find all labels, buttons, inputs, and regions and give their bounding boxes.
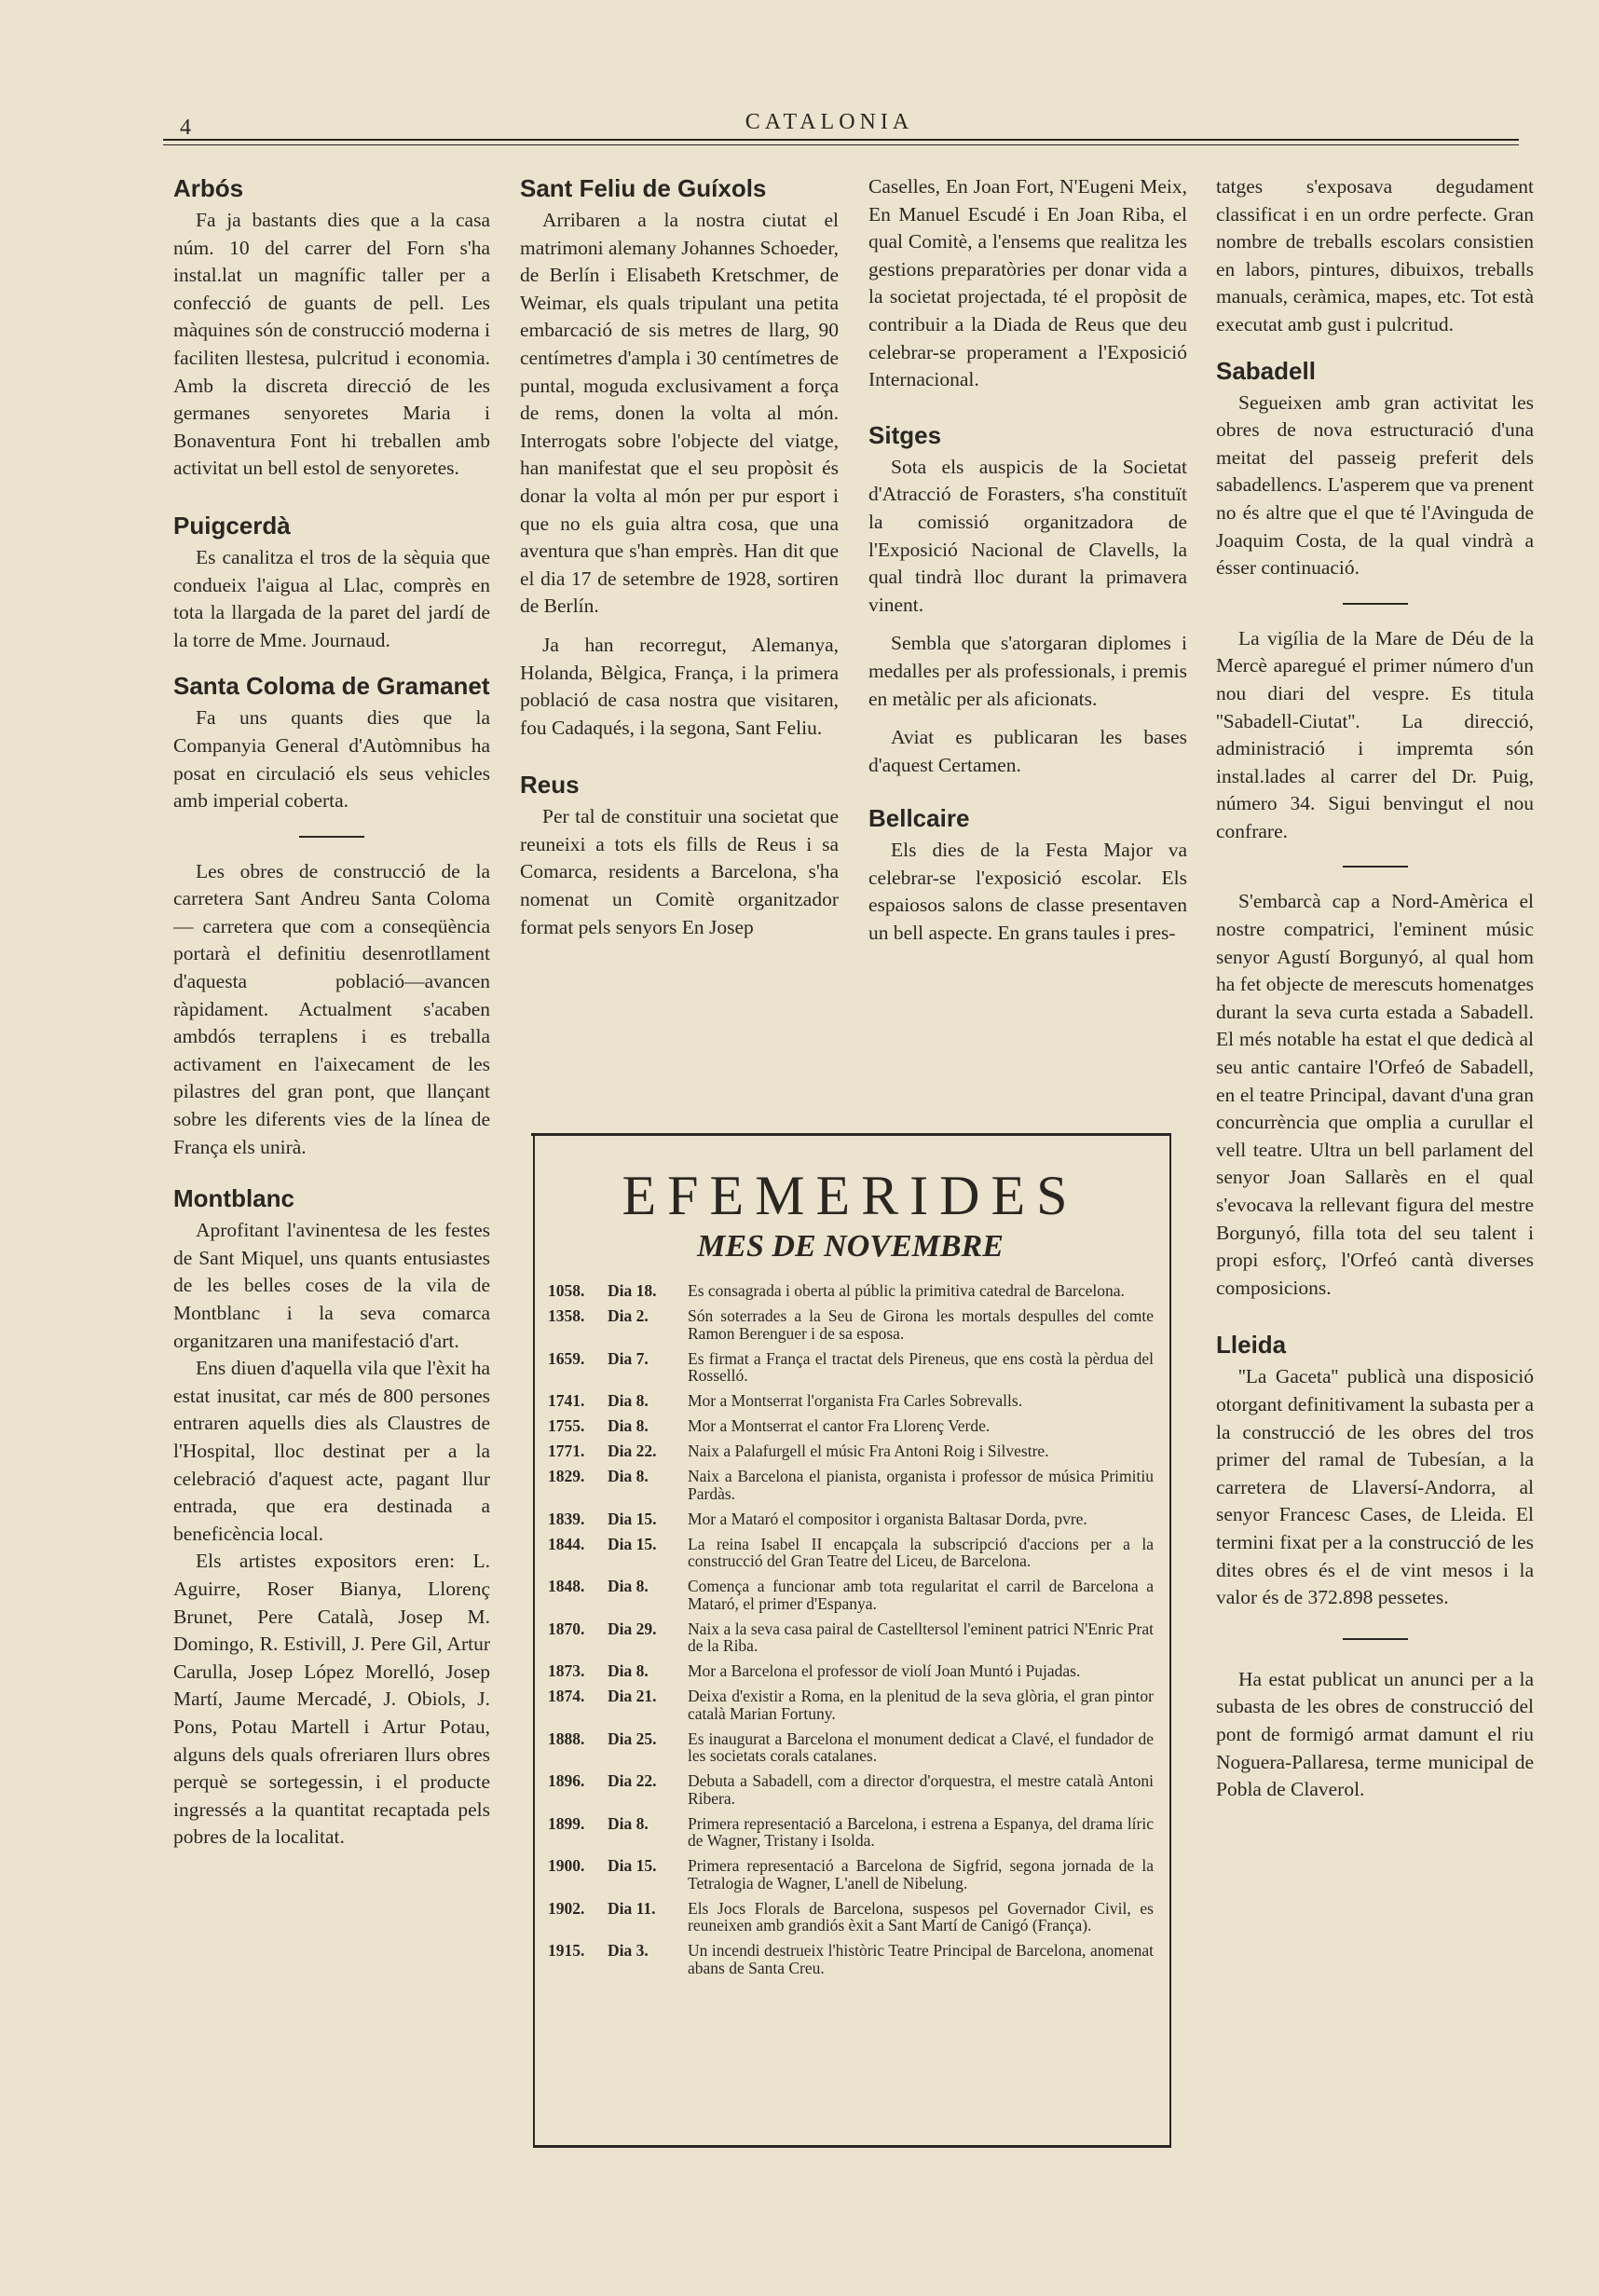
entry-day: Dia 22.: [608, 1771, 657, 1790]
article-obres-carretera: Les obres de construcció de la carretera Sant Andreu Santa Coloma — carretera que com a conseqüència portarà el definitiu desenrotllament d'aquesta població—avancen ràpidament. Actualment s'acaben ambdós terraplens i es treballa activament en l'aixecament de les pilastres del gran pont, que llançant sobre les diferents vies de la línea de França els unirà.: [173, 859, 490, 1158]
entry-text: Els Jocs Florals de Barcelona, suspesos pel Governador Civil, es reuneixen amb grandiós èxit a Sant Martí de Canigó (França).: [688, 1898, 1154, 1934]
article-sitges-p1: Sota els auspicis de la Societat d'Atracció de Forasters, s'ha constituït la comissió organitzadora de l'Exposició Nacional de Clavells, la qual tindrà lloc durant la primavera vinent.: [868, 455, 1187, 616]
entry-year: 1058.: [548, 1281, 585, 1300]
column-3: [868, 173, 1187, 948]
heading-sant-feliu: Sant Feliu de Guíxols: [520, 174, 767, 202]
heading-montblanc: Montblanc: [173, 1184, 294, 1213]
entry-year: 1870.: [548, 1619, 585, 1638]
article-sant-feliu-p1: Arribaren a la nostra ciutat el matrimoni alemany Johannes Schoeder, de Berlín i Elisabeth Kretschmer, de Weimar, els quals tripulant una petita embarcació de sis metres de llarg, 90 centímetres d'ampla i 30 centímetres de puntal, moguda exclusivament a força de rems, donen la volta al món. Interrogats sobre l'objecte del viatge, han manifestat que el seu propòsit és donar la volta al món per pur esport i que no els guia altra cosa, que una aventura que s'han emprès. Han dit que el dia 17 de setembre de 1928, sortiren de Berlín.: [520, 209, 839, 618]
efemerides-entry: [548, 1307, 1154, 1342]
entry-year: 1915.: [548, 1941, 585, 1960]
column-4: [1216, 173, 1534, 1804]
entry-year: 1741.: [548, 1391, 585, 1410]
efemerides-entry: [548, 1510, 1154, 1528]
entry-year: 1896.: [548, 1771, 585, 1790]
article-sitges-p3: Aviat es publicaran les bases d'aquest Certamen.: [868, 726, 1187, 776]
article-lleida-p2: Ha estat publicat un anunci per a la subasta de les obres de construcció del pont de formigó armat damunt el riu Noguera-Pallaresa, terme municipal de Pobla de Claverol.: [1216, 1667, 1534, 1801]
entry-year: 1755.: [548, 1416, 585, 1435]
entry-text: Primera representació a Barcelona de Sigfrid, segona jornada de la Tetralogia de Wagner, L'anell de Nibelung.: [688, 1856, 1154, 1893]
efemerides-entry: [548, 1815, 1154, 1850]
article-santa-coloma: Fa uns quants dies que la Companyia General d'Autòmnibus ha posat en circulació els seus vehicles amb imperial coberta.: [173, 706, 490, 813]
efemerides-entry: [548, 1662, 1154, 1680]
efemerides-entry: [548, 1730, 1154, 1765]
entry-day: Dia 8.: [608, 1391, 649, 1410]
efemerides-entry: [548, 1350, 1154, 1385]
article-sant-feliu-p2: Ja han recorregut, Alemanya, Holanda, Bèlgica, França, i la primera població de casa nostra que visitaren, fou Cadaqués, i la segona, Sant Feliu.: [520, 633, 839, 739]
efemerides-entry: [548, 1688, 1154, 1722]
entry-year: 1902.: [548, 1898, 585, 1918]
entry-text: Comença a funcionar amb tota regularitat el carril de Barcelona a Mataró, el primer d'Espanya.: [688, 1577, 1154, 1613]
column-2: [520, 173, 839, 941]
entry-day: Dia 8.: [608, 1813, 649, 1833]
entry-year: 1873.: [548, 1661, 585, 1680]
efemerides-entry: [548, 1536, 1154, 1570]
entry-text: Mor a Barcelona el professor de violí Joan Muntó i Pujadas.: [688, 1661, 1081, 1680]
article-puigcerda: Es canalitza el tros de la sèquia que condueix l'aigua al Llac, comprès en tota la llargada de la paret del jardí de la torre de Mme. Journaud.: [173, 545, 490, 651]
entry-text: Mor a Mataró el compositor i organista Baltasar Dorda, pvre.: [688, 1509, 1087, 1528]
entry-text: Deixa d'existir a Roma, en la plenitud de la seva glòria, el gran pintor català Marian Fortuny.: [688, 1687, 1154, 1723]
entry-day: Dia 8.: [608, 1416, 649, 1435]
masthead: CATALONIA: [745, 110, 914, 134]
heading-sitges: Sitges: [868, 420, 942, 449]
entry-year: 1839.: [548, 1509, 585, 1528]
efemerides-entry: [548, 1392, 1154, 1410]
entry-text: Naix a la seva casa pairal de Castelltersol l'eminent patrici N'Enric Prat de la Riba.: [688, 1619, 1154, 1655]
entry-text: Són soterrades a la Seu de Girona les mortals despulles del comte Ramon Berenguer i de sa esposa.: [688, 1306, 1154, 1343]
entry-day: Dia 15.: [608, 1534, 657, 1553]
page-number: 4: [180, 116, 191, 140]
entry-day: Dia 29.: [608, 1619, 657, 1638]
entry-text: Es inaugurat a Barcelona el monument dedicat a Clavé, el fundador de les societats corals catalanes.: [688, 1729, 1154, 1765]
entry-day: Dia 8.: [608, 1577, 649, 1595]
heading-lleida: Lleida: [1216, 1331, 1287, 1360]
efemerides-entry: [548, 1620, 1154, 1655]
entry-day: Dia 18.: [608, 1281, 657, 1300]
heading-puigcerda: Puigcerdà: [173, 511, 291, 540]
entry-day: Dia 25.: [608, 1729, 657, 1748]
efemerides-entry: [548, 1442, 1154, 1460]
article-sabadell-p2: La vigília de la Mare de Déu de la Mercè aparegué el primer número d'un nou diari del vespre. Es titula ''Sabadell-Ciutat''. La direcció, administració i impremta són instal.lades al carrer del Dr. Puig, número 34. Sigui benvingut el nou confrare.: [1216, 626, 1534, 842]
heading-reus: Reus: [520, 771, 580, 800]
entry-day: Dia 21.: [608, 1687, 657, 1705]
entry-day: Dia 2.: [608, 1306, 649, 1325]
entry-year: 1659.: [548, 1348, 585, 1368]
article-sabadell-p1: Segueixen amb gran activitat les obres de nova estructuració d'una meitat del passeig preferit dels sabadellencs. L'asperem que va prenent no és altre que el que té l'Avinguda de Joaquim Costa, de la qual vindrà a ésser continuació.: [1216, 390, 1534, 580]
entry-day: Dia 7.: [608, 1348, 649, 1368]
efemerides-entry: [548, 1282, 1154, 1300]
entry-year: 1844.: [548, 1534, 585, 1553]
entry-year: 1874.: [548, 1687, 585, 1705]
article-montblanc-p3: Els artistes expositors eren: L. Aguirre, Roser Bianya, Llorenç Brunet, Pere Català, Josep M. Domingo, R. Estivill, J. Pere Gil, Artur Carulla, Josep López Morelló, Josep Martí, Jaume Mercadé, J. Obiols, J. Pons, Potau Martell i Artur Potau, alguns dels quals ofreriaren llurs obres perquè se sortegessin, i el producte ingressés a la quantitat recaptada pels pobres de la localitat.: [173, 1550, 490, 1849]
entry-day: Dia 8.: [608, 1661, 649, 1680]
heading-santa-coloma: Santa Coloma de Gramanet: [173, 672, 490, 701]
efemerides-entry: [548, 1857, 1154, 1892]
entry-day: Dia 15.: [608, 1856, 657, 1875]
efemerides-entry: [548, 1417, 1154, 1435]
entry-year: 1899.: [548, 1813, 585, 1833]
entry-day: Dia 3.: [608, 1941, 649, 1960]
article-montblanc-p1: Aprofitant l'avinentesa de les festes de Sant Miquel, uns quants entusiastes de les belles coses de la vila de Montblanc i la seva comarca organitzaren una manifestació d'art.: [173, 1219, 490, 1352]
heading-sabadell: Sabadell: [1216, 356, 1316, 385]
entry-year: 1900.: [548, 1856, 585, 1875]
entry-year: 1358.: [548, 1306, 585, 1325]
entry-text: Naix a Palafurgell el músic Fra Antoni Roig i Silvestre.: [688, 1442, 1049, 1460]
entry-text: La reina Isabel II encapçala la subscripció d'accions per a la construcció del Gran Teatre del Liceu, de Barcelona.: [688, 1534, 1154, 1570]
separator: [1343, 603, 1408, 605]
efemerides-entry: [548, 1900, 1154, 1934]
separator: [1343, 1638, 1408, 1640]
article-sabadell-p3: S'embarcà cap a Nord-Amèrica el nostre compatrici, l'eminent músic senyor Agustí Borgunyó, al qual hom ha fet objecte de merescuts homenatges durant la seva curta estada a Sabadell. El més notable ha estat el que dedicà al seu antic cantaire l'Orfeó de Sabadell, en el teatre Principal, davant d'una gran concurrència que omplia a curullar el vell teatre. Ultra un bell parlament del senyor Joan Sallarès en el qual s'evocava la rellevant figura del mestre Borgunyó, filla tota del seu talent i propi esforç, l'Orfeó cantà diverses composicions.: [1216, 890, 1534, 1299]
efemerides-title: EFEMERIDES: [622, 1165, 1079, 1226]
entry-day: Dia 11.: [608, 1898, 656, 1918]
article-lleida-p1: ''La Gaceta'' publicà una disposició otorgant definitivament la subasta per a la construcció de les obres del tros primer del ramal de Tubesían, a la carretera de Llaversí-Andorra, al senyor Francesc Cases, de Lleida. El termini fixat per a la construcció de les dites obres és el de vint mesos i la valor és de 372.898 pessetes.: [1216, 1365, 1534, 1609]
entry-text: Mor a Montserrat el cantor Fra Llorenç Verde.: [688, 1416, 991, 1435]
efemerides-entry: [548, 1942, 1154, 1976]
heading-arbos: Arbós: [173, 174, 244, 202]
efemerides-entry: [548, 1468, 1154, 1502]
efemerides-list: [548, 1282, 1154, 1985]
efemerides-subtitle: MES DE NOVEMBRE: [697, 1229, 1004, 1264]
efemerides-entry: [548, 1578, 1154, 1612]
entry-text: Primera representació a Barcelona, i estrena a Espanya, del drama líric de Wagner, Tristany i Isolda.: [688, 1813, 1154, 1850]
heading-bellcaire: Bellcaire: [868, 804, 970, 833]
efemerides-entry: [548, 1772, 1154, 1807]
article-sitges-p2: Sembla que s'atorgaran diplomes i medalles per als professionals, i premis en metàlic per als aficionats.: [868, 632, 1187, 710]
entry-text: Es consagrada i oberta al públic la primitiva catedral de Barcelona.: [688, 1281, 1125, 1300]
separator: [1343, 866, 1408, 868]
entry-year: 1771.: [548, 1442, 585, 1460]
article-arbos: Fa ja bastants dies que a la casa núm. 10 del carrer del Forn s'ha instal.lat un magnífic taller per a confecció de guants de pell. Les màquines són de construcció moderna i faciliten llestesa, pulcritud i economia. Amb la discreta direcció de les germanes senyoretes Maria i Bonaventura Font hi treballen amb activitat un bell estol de senyoretes.: [173, 209, 490, 480]
entry-day: Dia 15.: [608, 1509, 657, 1528]
entry-year: 1888.: [548, 1729, 585, 1748]
entry-day: Dia 8.: [608, 1467, 649, 1485]
entry-text: Es firmat a França el tractat dels Pireneus, que ens costà la pèrdua del Rosselló.: [688, 1348, 1154, 1385]
column-1: [173, 173, 490, 1852]
header-rule-thin: [163, 144, 1519, 145]
entry-text: Mor a Montserrat l'organista Fra Carles Sobrevalls.: [688, 1391, 1023, 1410]
article-bellcaire: Els dies de la Festa Major va celebrar-se l'exposició escolar. Els espaiosos salons de classe presentaven un bell aspecte. En grans taules i pres-: [868, 839, 1187, 945]
entry-year: 1829.: [548, 1467, 585, 1485]
article-bellcaire-continued: tatges s'exposava degudament classificat i en un ordre perfecte. Gran nombre de treballs escolars consistien en labors, pintures, dibuixos, treballs manuals, ceràmica, mapes, etc. Tot està executat amb gust i pulcritud.: [1216, 175, 1534, 335]
header-rule: [163, 139, 1519, 141]
article-montblanc-p2: Ens diuen d'aquella vila que l'èxit ha estat inusitat, car més de 800 persones entraren aquells dies als Claustres de l'Hospital, lloc destinat per a la celebració d'aquest acte, pagant llur entrada, que era destinada a beneficència local.: [173, 1357, 490, 1545]
entry-year: 1848.: [548, 1577, 585, 1595]
entry-text: Naix a Barcelona el pianista, organista i professor de música Primitiu Pardàs.: [688, 1467, 1154, 1503]
article-reus: Per tal de constituir una societat que reuneixi a tots els fills de Reus i sa Comarca, residents a Barcelona, s'ha nomenat un Comitè organitzador format pels senyors En Josep: [520, 805, 839, 938]
separator: [299, 836, 364, 838]
article-reus-continued: Caselles, En Joan Fort, N'Eugeni Meix, En Manuel Escudé i En Joan Riba, el qual Comitè, a l'ensems que realitza les gestions preparatòries per donar vida a la societat projectada, té el propòsit de contribuir a la Diada de Reus que deu celebrar-se properament a l'Exposició Internacional.: [868, 175, 1187, 391]
entry-text: Debuta a Sabadell, com a director d'orquestra, el mestre català Antoni Ribera.: [688, 1771, 1154, 1808]
entry-day: Dia 22.: [608, 1442, 657, 1460]
entry-text: Un incendi destrueix l'històric Teatre Principal de Barcelona, anomenat abans de Santa Creu.: [688, 1941, 1154, 1977]
